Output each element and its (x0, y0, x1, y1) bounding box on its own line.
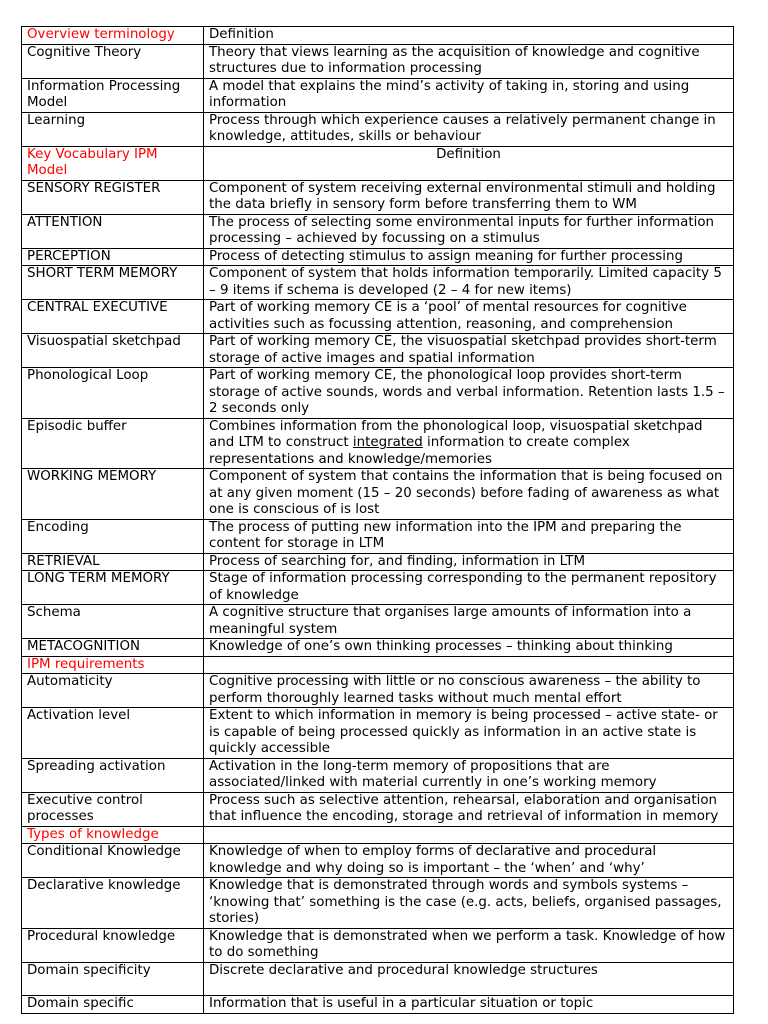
table-row (22, 180, 734, 214)
table-row (22, 519, 734, 553)
table-row (22, 214, 734, 248)
glossary-body (22, 27, 734, 1014)
term-cell: Cognitive Theory (22, 44, 204, 78)
definition-cell: Process through which experience causes a relatively permanent change in knowledge, attitudes, skills or behaviour (204, 112, 734, 146)
definition-cell: Component of system that holds information temporarily. Limited capacity 5 – 9 items if schema is developed (2 – 4 for new items) (204, 266, 734, 300)
section-header-row (22, 146, 734, 180)
term-cell: Episodic buffer (22, 418, 204, 469)
definition-column-header (204, 656, 734, 674)
definition-text: Combines information from the phonological loop, visuospatial sketchpad and LTM to construct (209, 418, 703, 450)
term-cell: WORKING MEMORY (22, 469, 204, 520)
term-cell: Spreading activation (22, 758, 204, 792)
definition-column-header: Definition (204, 27, 734, 45)
table-row (22, 553, 734, 571)
section-label: Key Vocabulary IPM Model (22, 146, 204, 180)
definition-cell: Part of working memory CE, the visuospatial sketchpad provides short-term storage of active images and spatial information (204, 334, 734, 368)
definition-cell: Discrete declarative and procedural knowledge structures (204, 962, 734, 996)
table-row (22, 248, 734, 266)
definition-cell: Stage of information processing corresponding to the permanent repository of knowledge (204, 571, 734, 605)
term-cell: Executive control processes (22, 792, 204, 826)
definition-cell: Cognitive processing with little or no conscious awareness – the ability to perform thoroughly learned tasks without much mental effort (204, 674, 734, 708)
definition-cell: Information that is useful in a particular situation or topic (204, 996, 734, 1014)
glossary-table (21, 26, 734, 1014)
table-row (22, 996, 734, 1014)
term-cell: Declarative knowledge (22, 878, 204, 929)
definition-cell: Activation in the long-term memory of propositions that are associated/linked with material currently in one’s working memory (204, 758, 734, 792)
definition-cell: A cognitive structure that organises large amounts of information into a meaningful system (204, 605, 734, 639)
table-row (22, 469, 734, 520)
table-row (22, 418, 734, 469)
definition-column-header: Definition (204, 146, 734, 180)
definition-text: information to create complex representations and knowledge/memories (209, 435, 630, 467)
section-header-row (22, 27, 734, 45)
term-cell: Automaticity (22, 674, 204, 708)
section-label: Types of knowledge (22, 826, 204, 844)
table-row (22, 928, 734, 962)
table-row (22, 639, 734, 657)
definition-cell: Knowledge of when to employ forms of declarative and procedural knowledge and why doing so is important – the ‘when’ and ‘why’ (204, 844, 734, 878)
term-cell: Domain specificity (22, 962, 204, 996)
section-header-row (22, 656, 734, 674)
definition-cell: Part of working memory CE, the phonological loop provides short-term storage of active sounds, words and verbal information. Retention lasts 1.5 – 2 seconds only (204, 368, 734, 419)
table-row (22, 605, 734, 639)
definition-cell: The process of putting new information into the IPM and preparing the content for storage in LTM (204, 519, 734, 553)
definition-cell: Component of system receiving external environmental stimuli and holding the data briefly in sensory form before transferring them to WM (204, 180, 734, 214)
section-header-row (22, 826, 734, 844)
table-row (22, 368, 734, 419)
table-row (22, 78, 734, 112)
definition-cell: Process such as selective attention, rehearsal, elaboration and organisation that influence the encoding, storage and retrieval of information in memory (204, 792, 734, 826)
table-row (22, 708, 734, 759)
term-cell: SENSORY REGISTER (22, 180, 204, 214)
term-cell: RETRIEVAL (22, 553, 204, 571)
term-cell: CENTRAL EXECUTIVE (22, 300, 204, 334)
term-cell: Activation level (22, 708, 204, 759)
term-cell: Visuospatial sketchpad (22, 334, 204, 368)
table-row (22, 674, 734, 708)
definition-cell: Process of searching for, and finding, information in LTM (204, 553, 734, 571)
table-row (22, 792, 734, 826)
term-cell: METACOGNITION (22, 639, 204, 657)
underlined-word: integrated (352, 435, 423, 450)
table-row (22, 962, 734, 996)
definition-cell: Knowledge that is demonstrated when we perform a task. Knowledge of how to do something (204, 928, 734, 962)
table-row (22, 44, 734, 78)
definition-cell: Extent to which information in memory is being processed – active state- or is capable of being processed quickly as information in an active state is quickly accessible (204, 708, 734, 759)
definition-cell: A model that explains the mind’s activity of taking in, storing and using information (204, 78, 734, 112)
term-cell: ATTENTION (22, 214, 204, 248)
section-label: IPM requirements (22, 656, 204, 674)
table-row (22, 112, 734, 146)
term-cell: Domain specific (22, 996, 204, 1014)
definition-cell: Theory that views learning as the acquisition of knowledge and cognitive structures due to information processing (204, 44, 734, 78)
term-cell: Encoding (22, 519, 204, 553)
term-cell: LONG TERM MEMORY (22, 571, 204, 605)
term-cell: Conditional Knowledge (22, 844, 204, 878)
definition-cell: Knowledge of one’s own thinking processes – thinking about thinking (204, 639, 734, 657)
term-cell: Phonological Loop (22, 368, 204, 419)
definition-cell: Part of working memory CE is a ‘pool’ of mental resources for cognitive activities such as focussing attention, reasoning, and comprehension (204, 300, 734, 334)
term-cell: Procedural knowledge (22, 928, 204, 962)
definition-cell: Process of detecting stimulus to assign meaning for further processing (204, 248, 734, 266)
table-row (22, 266, 734, 300)
definition-cell (204, 418, 734, 469)
table-row (22, 758, 734, 792)
table-row (22, 878, 734, 929)
table-row (22, 334, 734, 368)
definition-cell: Component of system that contains the information that is being focused on at any given moment (15 – 20 seconds) before fading of awareness as what one is conscious of is lost (204, 469, 734, 520)
table-row (22, 844, 734, 878)
definition-cell: The process of selecting some environmental inputs for further information processing – achieved by focussing on a stimulus (204, 214, 734, 248)
term-cell: Schema (22, 605, 204, 639)
term-cell: SHORT TERM MEMORY (22, 266, 204, 300)
table-row (22, 300, 734, 334)
definition-column-header (204, 826, 734, 844)
definition-cell: Knowledge that is demonstrated through words and symbols systems – ‘knowing that’ something is the case (e.g. acts, beliefs, organised passages, stories) (204, 878, 734, 929)
section-label: Overview terminology (22, 27, 204, 45)
table-row (22, 571, 734, 605)
term-cell: Learning (22, 112, 204, 146)
term-cell: Information Processing Model (22, 78, 204, 112)
term-cell: PERCEPTION (22, 248, 204, 266)
